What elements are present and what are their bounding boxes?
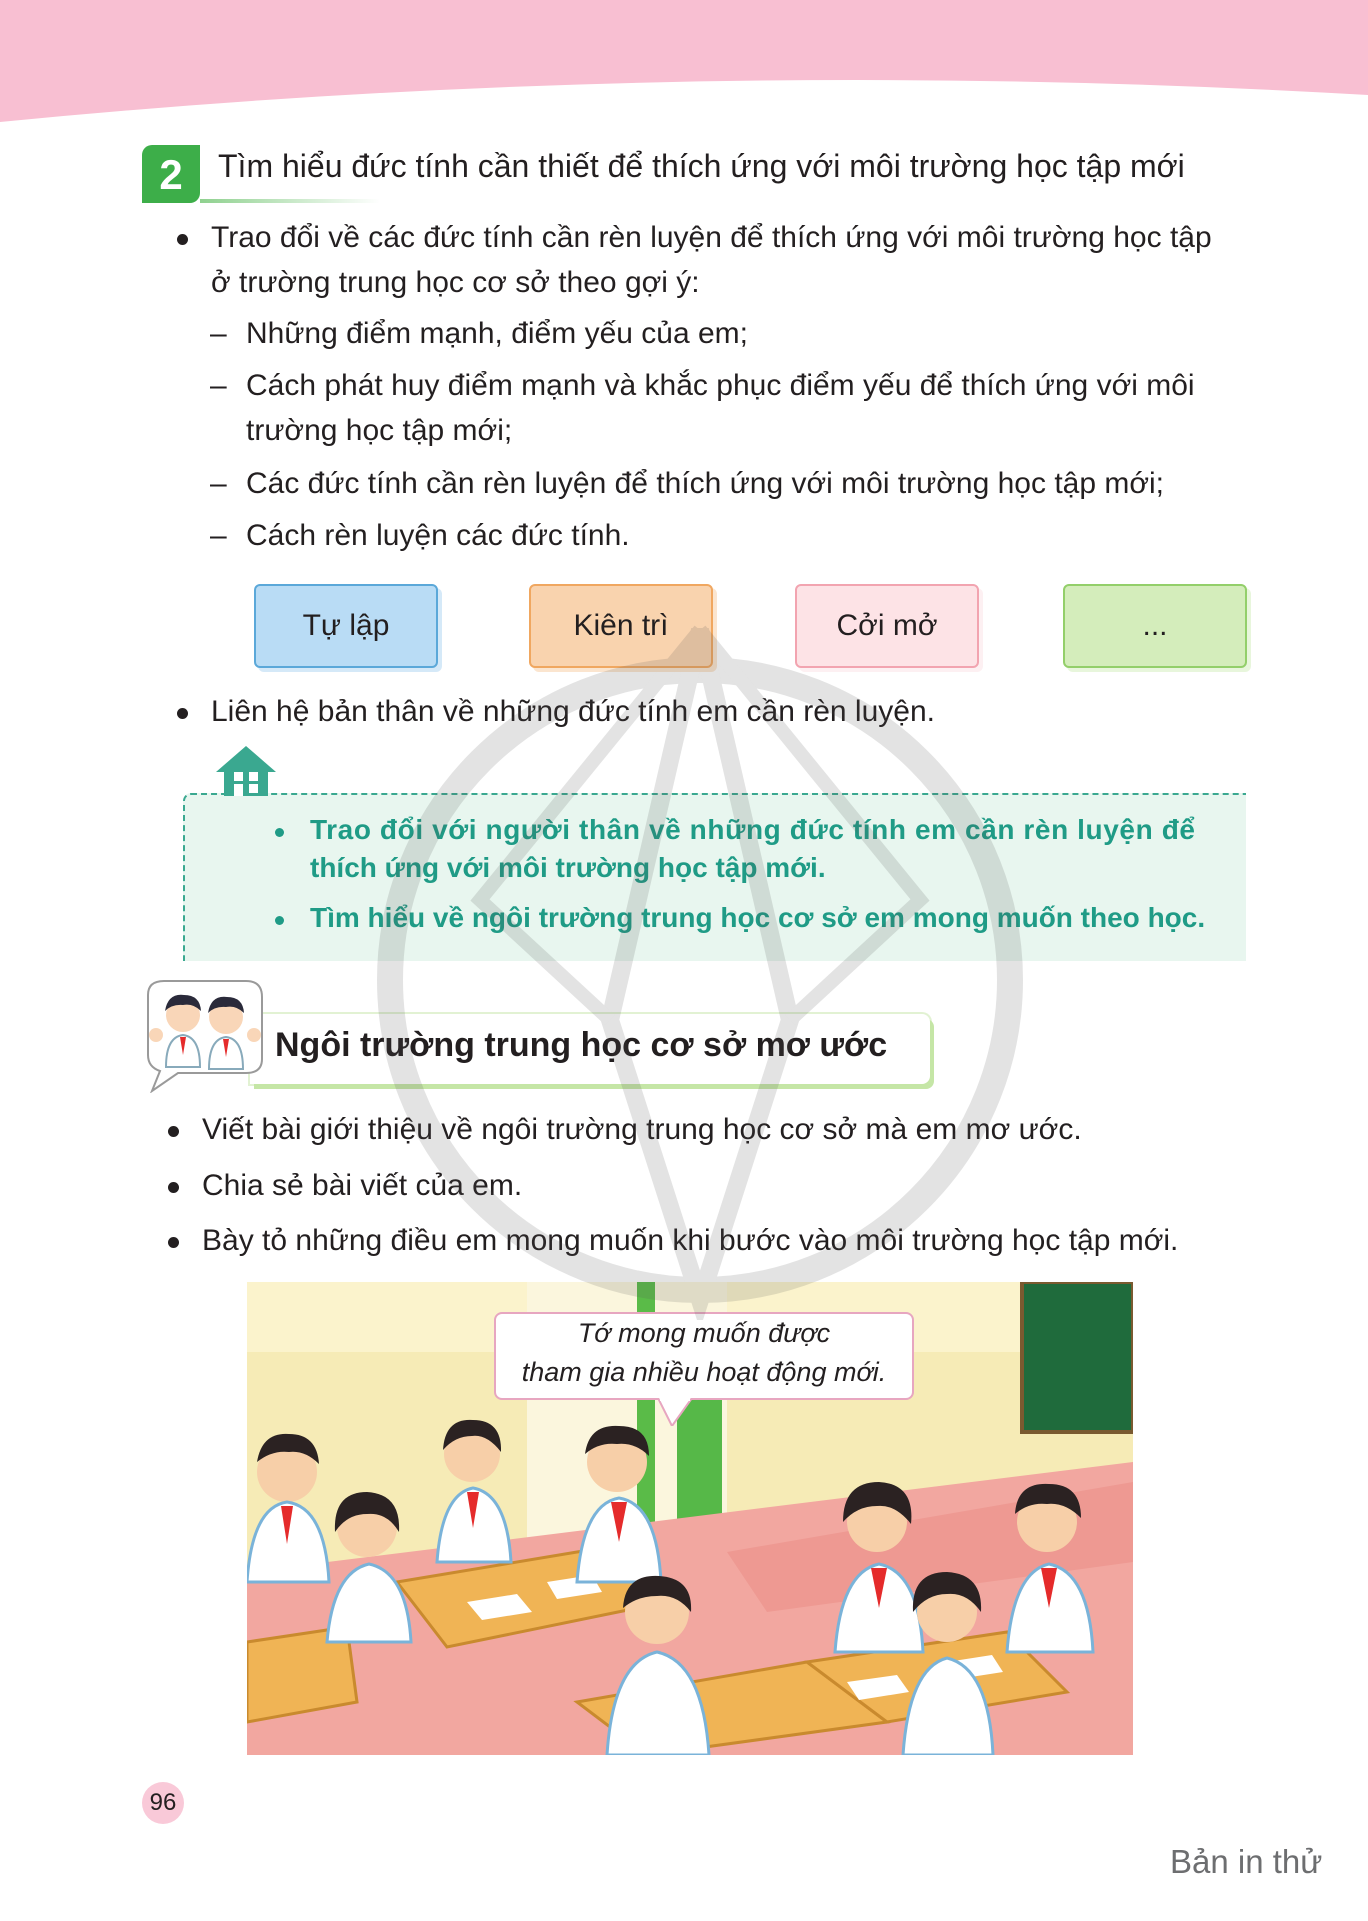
dream-bullet-text: Viết bài giới thiệu về ngôi trường trung học cơ sở mà em mơ ước. xyxy=(202,1113,1082,1146)
draft-label: Bản in thử xyxy=(1170,1843,1323,1880)
bullet-dot xyxy=(177,234,188,245)
section-title-underline xyxy=(200,199,380,203)
trait-box-tu-lap: Tự lập xyxy=(254,584,438,668)
bullet-dot xyxy=(168,1182,179,1193)
students-avatar-icon xyxy=(138,975,268,1093)
home-icon xyxy=(212,742,280,798)
top-pink-band xyxy=(0,0,1368,130)
bullet-text: Trao đổi về các đức tính cần rèn luyện để thích ứng với môi trường học tập xyxy=(211,221,1212,254)
bullet-text: Liên hệ bản thân về những đức tính em cần rèn luyện. xyxy=(211,695,935,728)
home-activity-item: Tìm hiểu về ngôi trường trung học cơ sở em mong muốn theo học. xyxy=(310,902,1206,933)
dream-bullet-text: Chia sẻ bài viết của em. xyxy=(202,1169,523,1202)
speech-bubble-tail xyxy=(658,1398,698,1426)
bullet-text-continued: ở trường trung học cơ sở theo gợi ý: xyxy=(211,266,700,299)
home-bullet-dot xyxy=(275,828,284,837)
dash-marker: – xyxy=(210,317,227,350)
section-title: Tìm hiểu đức tính cần thiết để thích ứng với môi trường học tập mới xyxy=(218,148,1185,184)
bullet-dot xyxy=(168,1237,179,1248)
home-activity-item: Trao đổi với người thân về những đức tính em cần rèn luyện để xyxy=(310,814,1196,845)
page-number: 96 xyxy=(142,1782,184,1824)
dash-item: Cách rèn luyện các đức tính. xyxy=(246,519,630,552)
dash-item: Các đức tính cần rèn luyện để thích ứng với môi trường học tập mới; xyxy=(246,467,1165,500)
bullet-dot xyxy=(168,1126,179,1137)
dash-marker: – xyxy=(210,467,227,500)
dash-marker: – xyxy=(210,369,227,402)
trait-box-coi-mo: Cởi mở xyxy=(795,584,979,668)
speech-text-line1: Tớ mong muốn được xyxy=(577,1318,831,1348)
speech-text-line2: tham gia nhiều hoạt động mới. xyxy=(521,1357,887,1387)
trait-box-more: ... xyxy=(1063,584,1247,668)
dash-item-continued: trường học tập mới; xyxy=(246,414,513,447)
home-activity-item-continued: thích ứng với môi trường học tập mới. xyxy=(310,852,826,883)
dream-school-title: Ngôi trường trung học cơ sở mơ ước xyxy=(275,1026,888,1064)
dash-item: Cách phát huy điểm mạnh và khắc phục điểm yếu để thích ứng với môi xyxy=(246,369,1195,402)
dash-marker: – xyxy=(210,519,227,552)
trait-box-kien-tri: Kiên trì xyxy=(529,584,713,668)
dash-item: Những điểm mạnh, điểm yếu của em; xyxy=(246,317,748,350)
section-number-badge: 2 xyxy=(142,145,200,203)
bullet-dot xyxy=(177,708,188,719)
dream-bullet-text: Bày tỏ những điều em mong muốn khi bước vào môi trường học tập mới. xyxy=(202,1224,1179,1257)
home-bullet-dot xyxy=(275,916,284,925)
